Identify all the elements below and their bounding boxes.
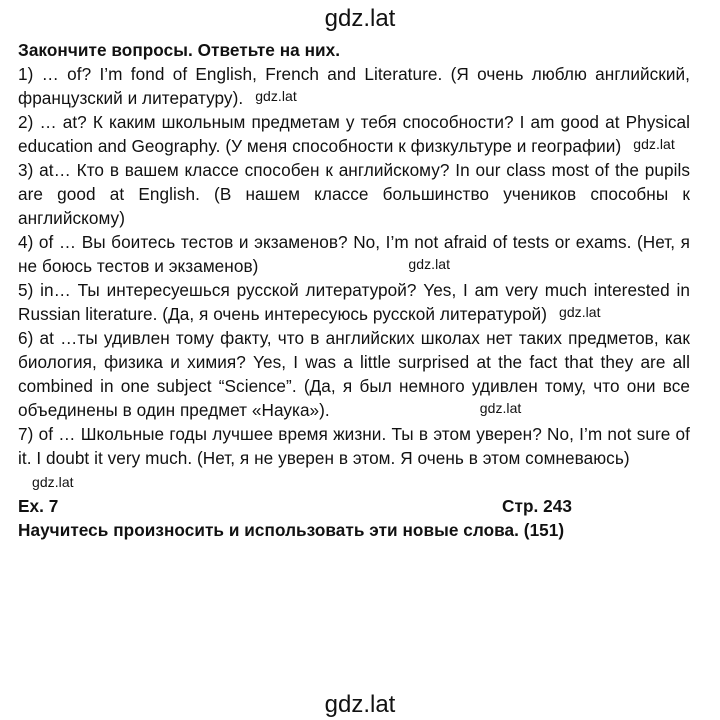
answer-text: 7) of … Школьные годы лучшее время жизни. Ты в этом уверен? No, I’m not sure of it. I doubt it very much. (Нет, я не уверен в этом. Я очень в этом сомневаюсь)	[18, 424, 690, 468]
answer-text: 5) in… Ты интересуешься русской литературой? Yes, I am very much interested in Russian literature. (Да, я очень интересуюсь русской литературой)	[18, 280, 690, 324]
watermark: gdz.lat	[408, 256, 451, 272]
exercise-heading: Закончите вопросы. Ответьте на них.	[18, 40, 341, 60]
answer-item-6	[18, 326, 690, 422]
answer-item-7	[18, 422, 690, 470]
answer-text: 1) … of? I’m fond of English, French and Literature. (Я очень люблю английский, французский и литературу).	[18, 64, 690, 108]
exercise-row	[18, 494, 690, 518]
site-header: gdz.lat	[324, 5, 396, 32]
page-reference: Стр. 243	[502, 496, 572, 516]
answer-item-3	[18, 158, 690, 230]
answer-text: 2) … at? К каким школьным предметам у тебя способности? I am good at Physical education and Geography. (У меня способности к физкультуре и географии)	[18, 112, 690, 156]
watermark: gdz.lat	[633, 136, 675, 152]
watermark: gdz.lat	[255, 88, 297, 104]
exercise-instruction: Научитесь произносить и использовать эти новые слова. (151)	[18, 520, 565, 540]
answer-text: 6) at …ты удивлен тому факту, что в английских школах нет таких предметов, как биология, физика и химия? Yes, I was a little surprised at the fact that they are all combined in one subject “Science”. (Да, я был немного удивлен тому, что они все объединены в один предмет «Наука»).	[18, 328, 690, 420]
answer-item-5	[18, 278, 690, 326]
answer-item-2	[18, 110, 690, 158]
answer-text: 3) at… Кто в вашем классе способен к английскому? In our class most of the pupils are good at English. (В нашем классе большинство учеников способны к английскому)	[18, 160, 690, 228]
answer-item-4	[18, 230, 690, 278]
watermark: gdz.lat	[479, 400, 522, 416]
exercise-label: Ex. 7	[18, 496, 59, 516]
answer-content	[18, 38, 690, 542]
watermark: gdz.lat	[558, 304, 601, 320]
watermark: gdz.lat	[32, 474, 74, 490]
answer-text: 4) of … Вы боитесь тестов и экзаменов? No, I’m not afraid of tests or exams. (Нет, я не боюсь тестов и экзаменов)	[18, 232, 690, 276]
site-footer: gdz.lat	[324, 691, 396, 718]
answer-item-1	[18, 62, 690, 110]
